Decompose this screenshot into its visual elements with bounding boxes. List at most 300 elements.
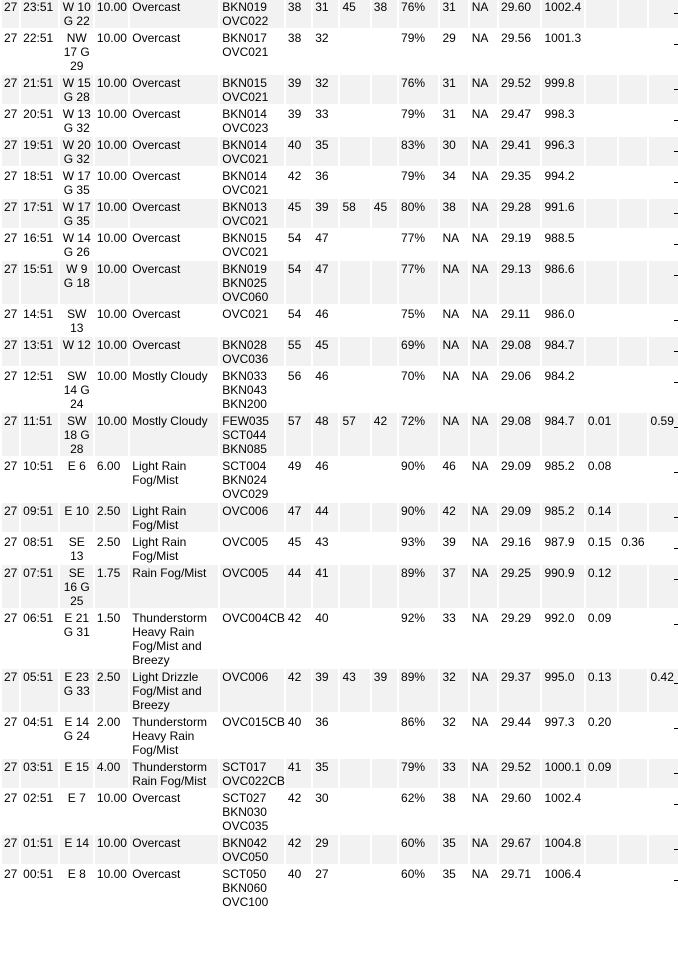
cell-visibility: 2.50 — [95, 534, 128, 563]
cell-precip-1hr — [586, 866, 617, 909]
cell-heat-index: NA — [470, 137, 497, 166]
cell-day: 27 — [2, 714, 19, 757]
cell-visibility: 10.00 — [95, 835, 128, 864]
cell-wind-chill: 35 — [440, 866, 467, 909]
cell-temperature: 39 — [286, 75, 311, 104]
cell-wind-chill: 31 — [440, 106, 467, 135]
cell-wind: W 17 G 35 — [60, 168, 93, 197]
cell-temperature: 38 — [286, 30, 311, 73]
cell-weather: Overcast — [130, 306, 218, 335]
cell-max-6hr: 45 — [340, 0, 369, 28]
cell-dewpoint: 36 — [313, 168, 338, 197]
table-row — [2, 106, 678, 135]
cell-weather: Overcast — [130, 835, 218, 864]
cell-relative-humidity: 89% — [399, 669, 438, 712]
cell-relative-humidity: 86% — [399, 714, 438, 757]
table-row — [2, 137, 678, 166]
cell-dewpoint: 36 — [313, 714, 338, 757]
cell-sky-condition: BKN028 OVC036 — [220, 337, 284, 366]
cell-min-6hr: 45 — [372, 199, 397, 228]
cell-wind: W 14 G 26 — [60, 230, 93, 259]
cell-precip-1hr — [586, 261, 617, 304]
cell-day: 27 — [2, 199, 19, 228]
cell-precip-3hr — [619, 610, 646, 667]
cell-time: 16:51 — [21, 230, 57, 259]
cell-precip-1hr — [586, 230, 617, 259]
cell-heat-index: NA — [470, 261, 497, 304]
cell-sky-condition: BKN013 OVC021 — [220, 199, 284, 228]
cell-altimeter: 29.09 — [499, 458, 540, 501]
cell-min-6hr — [372, 565, 397, 608]
cell-altimeter: 29.37 — [499, 669, 540, 712]
cell-sea-level-pressure: 996.3 — [542, 137, 583, 166]
row-edge-marker — [674, 244, 678, 245]
cell-temperature: 41 — [286, 759, 311, 788]
cell-temperature: 42 — [286, 610, 311, 667]
cell-precip-1hr — [586, 337, 617, 366]
cell-heat-index: NA — [470, 106, 497, 135]
cell-day: 27 — [2, 458, 19, 501]
cell-wind-chill: 38 — [440, 199, 467, 228]
cell-weather: Rain Fog/Mist — [130, 565, 218, 608]
cell-weather: Mostly Cloudy — [130, 368, 218, 411]
cell-wind-chill: 32 — [440, 669, 467, 712]
cell-sea-level-pressure: 984.2 — [542, 368, 583, 411]
table-row — [2, 306, 678, 335]
cell-precip-3hr — [619, 30, 646, 73]
cell-relative-humidity: 72% — [399, 413, 438, 456]
cell-visibility: 10.00 — [95, 866, 128, 909]
cell-max-6hr — [340, 565, 369, 608]
cell-weather: Overcast — [130, 106, 218, 135]
cell-altimeter: 29.56 — [499, 30, 540, 73]
cell-heat-index: NA — [470, 759, 497, 788]
cell-relative-humidity: 79% — [399, 30, 438, 73]
cell-heat-index: NA — [470, 230, 497, 259]
cell-heat-index: NA — [470, 75, 497, 104]
cell-sea-level-pressure: 990.9 — [542, 565, 583, 608]
cell-heat-index: NA — [470, 790, 497, 833]
row-edge-marker — [674, 320, 678, 321]
cell-time: 15:51 — [21, 261, 57, 304]
cell-wind-chill: 42 — [440, 503, 467, 532]
cell-wind-chill: 35 — [440, 835, 467, 864]
cell-temperature: 47 — [286, 503, 311, 532]
cell-precip-1hr: 0.20 — [586, 714, 617, 757]
cell-visibility: 10.00 — [95, 75, 128, 104]
cell-temperature: 56 — [286, 368, 311, 411]
cell-day: 27 — [2, 168, 19, 197]
cell-min-6hr — [372, 30, 397, 73]
cell-day: 27 — [2, 790, 19, 833]
cell-wind: E 10 — [60, 503, 93, 532]
cell-time: 22:51 — [21, 30, 57, 73]
cell-weather: Overcast — [130, 168, 218, 197]
cell-dewpoint: 40 — [313, 610, 338, 667]
cell-max-6hr — [340, 30, 369, 73]
cell-altimeter: 29.08 — [499, 337, 540, 366]
cell-temperature: 44 — [286, 565, 311, 608]
cell-visibility: 2.00 — [95, 714, 128, 757]
cell-time: 03:51 — [21, 759, 57, 788]
cell-sky-condition: OVC021 — [220, 306, 284, 335]
cell-weather: Light Rain Fog/Mist — [130, 503, 218, 532]
cell-max-6hr — [340, 75, 369, 104]
cell-wind-chill: NA — [440, 413, 467, 456]
cell-precip-3hr — [619, 137, 646, 166]
cell-time: 11:51 — [21, 413, 57, 456]
cell-temperature: 54 — [286, 306, 311, 335]
cell-wind: SW 13 — [60, 306, 93, 335]
cell-dewpoint: 43 — [313, 534, 338, 563]
cell-wind: W 12 — [60, 337, 93, 366]
cell-precip-1hr: 0.08 — [586, 458, 617, 501]
cell-precip-6hr — [649, 714, 678, 757]
cell-wind: SE 13 — [60, 534, 93, 563]
table-row — [2, 503, 678, 532]
cell-max-6hr — [340, 261, 369, 304]
cell-precip-3hr — [619, 75, 646, 104]
cell-day: 27 — [2, 368, 19, 411]
cell-precip-6hr: 0.42 — [649, 669, 678, 712]
cell-sea-level-pressure: 984.7 — [542, 337, 583, 366]
cell-sea-level-pressure: 992.0 — [542, 610, 583, 667]
cell-weather: Light Drizzle Fog/Mist and Breezy — [130, 669, 218, 712]
cell-max-6hr — [340, 759, 369, 788]
cell-heat-index: NA — [470, 610, 497, 667]
cell-min-6hr — [372, 866, 397, 909]
cell-precip-3hr — [619, 458, 646, 501]
cell-sky-condition: OVC004CB — [220, 610, 284, 667]
cell-precip-6hr — [649, 835, 678, 864]
cell-max-6hr — [340, 137, 369, 166]
cell-precip-3hr — [619, 261, 646, 304]
cell-max-6hr — [340, 790, 369, 833]
cell-precip-1hr — [586, 835, 617, 864]
cell-dewpoint: 32 — [313, 75, 338, 104]
table-row — [2, 230, 678, 259]
cell-weather: Overcast — [130, 199, 218, 228]
cell-precip-3hr — [619, 413, 646, 456]
cell-max-6hr — [340, 306, 369, 335]
row-edge-marker — [674, 683, 678, 684]
cell-dewpoint: 46 — [313, 368, 338, 411]
cell-max-6hr: 43 — [340, 669, 369, 712]
cell-min-6hr — [372, 137, 397, 166]
cell-time: 09:51 — [21, 503, 57, 532]
cell-altimeter: 29.60 — [499, 790, 540, 833]
cell-day: 27 — [2, 610, 19, 667]
cell-dewpoint: 29 — [313, 835, 338, 864]
cell-precip-3hr — [619, 306, 646, 335]
cell-relative-humidity: 77% — [399, 230, 438, 259]
cell-sky-condition: BKN033 BKN043 BKN200 — [220, 368, 284, 411]
cell-temperature: 40 — [286, 866, 311, 909]
cell-visibility: 2.50 — [95, 503, 128, 532]
cell-precip-6hr — [649, 759, 678, 788]
cell-relative-humidity: 89% — [399, 565, 438, 608]
cell-weather: Thunderstorm Heavy Rain Fog/Mist and Breezy — [130, 610, 218, 667]
cell-weather: Overcast — [130, 230, 218, 259]
cell-heat-index: NA — [470, 835, 497, 864]
cell-min-6hr — [372, 306, 397, 335]
cell-visibility: 10.00 — [95, 306, 128, 335]
cell-sky-condition: BKN019 OVC022 — [220, 0, 284, 28]
cell-dewpoint: 39 — [313, 199, 338, 228]
cell-relative-humidity: 77% — [399, 261, 438, 304]
cell-precip-6hr — [649, 168, 678, 197]
cell-relative-humidity: 93% — [399, 534, 438, 563]
cell-visibility: 10.00 — [95, 230, 128, 259]
cell-max-6hr — [340, 503, 369, 532]
cell-weather: Overcast — [130, 30, 218, 73]
cell-precip-6hr — [649, 75, 678, 104]
cell-time: 21:51 — [21, 75, 57, 104]
cell-relative-humidity: 83% — [399, 137, 438, 166]
cell-time: 00:51 — [21, 866, 57, 909]
cell-wind: E 8 — [60, 866, 93, 909]
cell-heat-index: NA — [470, 565, 497, 608]
cell-dewpoint: 44 — [313, 503, 338, 532]
cell-altimeter: 29.47 — [499, 106, 540, 135]
table-row — [2, 458, 678, 501]
cell-day: 27 — [2, 337, 19, 366]
cell-max-6hr: 57 — [340, 413, 369, 456]
cell-temperature: 40 — [286, 137, 311, 166]
cell-dewpoint: 46 — [313, 306, 338, 335]
cell-day: 27 — [2, 835, 19, 864]
cell-precip-3hr — [619, 790, 646, 833]
cell-temperature: 42 — [286, 790, 311, 833]
cell-precip-3hr — [619, 368, 646, 411]
cell-temperature: 42 — [286, 669, 311, 712]
table-row — [2, 669, 678, 712]
cell-dewpoint: 35 — [313, 137, 338, 166]
cell-sea-level-pressure: 986.0 — [542, 306, 583, 335]
row-edge-marker — [674, 579, 678, 580]
cell-precip-6hr — [649, 306, 678, 335]
cell-precip-1hr: 0.09 — [586, 759, 617, 788]
cell-sky-condition: BKN015 OVC021 — [220, 230, 284, 259]
cell-heat-index: NA — [470, 30, 497, 73]
cell-max-6hr — [340, 835, 369, 864]
cell-precip-1hr: 0.12 — [586, 565, 617, 608]
cell-time: 17:51 — [21, 199, 57, 228]
cell-precip-6hr — [649, 610, 678, 667]
cell-relative-humidity: 75% — [399, 306, 438, 335]
cell-precip-3hr — [619, 565, 646, 608]
cell-weather: Thunderstorm Heavy Rain Fog/Mist — [130, 714, 218, 757]
cell-sky-condition: BKN017 OVC021 — [220, 30, 284, 73]
cell-wind-chill: 46 — [440, 458, 467, 501]
cell-precip-6hr — [649, 866, 678, 909]
cell-precip-1hr — [586, 137, 617, 166]
cell-sky-condition: BKN015 OVC021 — [220, 75, 284, 104]
cell-precip-1hr — [586, 30, 617, 73]
cell-heat-index: NA — [470, 413, 497, 456]
cell-wind-chill: 33 — [440, 759, 467, 788]
cell-wind: E 23 G 33 — [60, 669, 93, 712]
cell-heat-index: NA — [470, 714, 497, 757]
cell-precip-3hr — [619, 199, 646, 228]
cell-sky-condition: BKN042 OVC050 — [220, 835, 284, 864]
cell-relative-humidity: 76% — [399, 0, 438, 28]
cell-wind-chill: 31 — [440, 0, 467, 28]
cell-temperature: 55 — [286, 337, 311, 366]
cell-min-6hr — [372, 75, 397, 104]
cell-day: 27 — [2, 866, 19, 909]
cell-sky-condition: SCT027 BKN030 OVC035 — [220, 790, 284, 833]
cell-time: 06:51 — [21, 610, 57, 667]
cell-temperature: 42 — [286, 168, 311, 197]
cell-relative-humidity: 62% — [399, 790, 438, 833]
cell-precip-3hr — [619, 835, 646, 864]
row-edge-marker — [674, 624, 678, 625]
observations-body — [2, 0, 678, 909]
cell-time: 01:51 — [21, 835, 57, 864]
table-row — [2, 413, 678, 456]
cell-min-6hr — [372, 168, 397, 197]
cell-wind-chill: 34 — [440, 168, 467, 197]
cell-visibility: 10.00 — [95, 199, 128, 228]
cell-sky-condition: BKN014 OVC021 — [220, 168, 284, 197]
cell-temperature: 38 — [286, 0, 311, 28]
cell-weather: Overcast — [130, 137, 218, 166]
cell-time: 12:51 — [21, 368, 57, 411]
cell-relative-humidity: 79% — [399, 106, 438, 135]
table-row — [2, 30, 678, 73]
cell-precip-3hr — [619, 168, 646, 197]
table-row — [2, 866, 678, 909]
cell-time: 05:51 — [21, 669, 57, 712]
cell-relative-humidity: 90% — [399, 503, 438, 532]
cell-sea-level-pressure: 987.9 — [542, 534, 583, 563]
cell-wind: E 6 — [60, 458, 93, 501]
cell-altimeter: 29.29 — [499, 610, 540, 667]
cell-weather: Light Rain Fog/Mist — [130, 458, 218, 501]
table-row — [2, 199, 678, 228]
cell-altimeter: 29.25 — [499, 565, 540, 608]
cell-precip-6hr — [649, 137, 678, 166]
cell-relative-humidity: 60% — [399, 866, 438, 909]
cell-max-6hr — [340, 866, 369, 909]
cell-weather: Overcast — [130, 866, 218, 909]
cell-precip-1hr — [586, 0, 617, 28]
cell-precip-3hr — [619, 0, 646, 28]
cell-heat-index: NA — [470, 0, 497, 28]
cell-heat-index: NA — [470, 168, 497, 197]
cell-wind-chill: 37 — [440, 565, 467, 608]
cell-precip-3hr — [619, 503, 646, 532]
row-edge-marker — [674, 517, 678, 518]
cell-time: 14:51 — [21, 306, 57, 335]
cell-precip-6hr — [649, 368, 678, 411]
cell-day: 27 — [2, 261, 19, 304]
cell-precip-1hr — [586, 199, 617, 228]
cell-wind: W 10 G 22 — [60, 0, 93, 28]
cell-heat-index: NA — [470, 199, 497, 228]
cell-sea-level-pressure: 1006.4 — [542, 866, 583, 909]
cell-day: 27 — [2, 503, 19, 532]
cell-dewpoint: 33 — [313, 106, 338, 135]
cell-max-6hr — [340, 714, 369, 757]
cell-dewpoint: 30 — [313, 790, 338, 833]
table-row — [2, 0, 678, 28]
cell-min-6hr: 42 — [372, 413, 397, 456]
cell-weather: Mostly Cloudy — [130, 413, 218, 456]
cell-relative-humidity: 76% — [399, 75, 438, 104]
cell-min-6hr — [372, 534, 397, 563]
row-edge-marker — [674, 427, 678, 428]
table-row — [2, 75, 678, 104]
cell-dewpoint: 47 — [313, 230, 338, 259]
row-edge-marker — [674, 13, 678, 14]
table-row — [2, 610, 678, 667]
cell-time: 10:51 — [21, 458, 57, 501]
cell-visibility: 1.50 — [95, 610, 128, 667]
cell-wind-chill: 33 — [440, 610, 467, 667]
cell-sky-condition: SCT004 BKN024 OVC029 — [220, 458, 284, 501]
cell-precip-6hr — [649, 230, 678, 259]
cell-precip-3hr — [619, 106, 646, 135]
cell-precip-6hr: 0.59 — [649, 413, 678, 456]
cell-visibility: 10.00 — [95, 168, 128, 197]
cell-wind: E 14 — [60, 835, 93, 864]
cell-max-6hr — [340, 337, 369, 366]
cell-time: 23:51 — [21, 0, 57, 28]
cell-sky-condition: BKN014 OVC021 — [220, 137, 284, 166]
cell-day: 27 — [2, 413, 19, 456]
cell-sea-level-pressure: 1000.1 — [542, 759, 583, 788]
cell-altimeter: 29.16 — [499, 534, 540, 563]
cell-min-6hr — [372, 714, 397, 757]
cell-day: 27 — [2, 534, 19, 563]
table-row — [2, 714, 678, 757]
cell-dewpoint: 39 — [313, 669, 338, 712]
cell-sea-level-pressure: 1004.8 — [542, 835, 583, 864]
cell-heat-index: NA — [470, 368, 497, 411]
cell-altimeter: 29.11 — [499, 306, 540, 335]
cell-max-6hr — [340, 168, 369, 197]
cell-dewpoint: 45 — [313, 337, 338, 366]
cell-weather: Thunderstorm Rain Fog/Mist — [130, 759, 218, 788]
cell-dewpoint: 31 — [313, 0, 338, 28]
cell-sky-condition: OVC006 — [220, 503, 284, 532]
cell-max-6hr — [340, 230, 369, 259]
cell-visibility: 10.00 — [95, 337, 128, 366]
cell-precip-1hr — [586, 168, 617, 197]
cell-visibility: 10.00 — [95, 137, 128, 166]
cell-min-6hr: 39 — [372, 669, 397, 712]
cell-sea-level-pressure: 991.6 — [542, 199, 583, 228]
cell-precip-1hr: 0.13 — [586, 669, 617, 712]
cell-min-6hr — [372, 106, 397, 135]
cell-temperature: 45 — [286, 199, 311, 228]
cell-precip-3hr — [619, 337, 646, 366]
cell-precip-6hr — [649, 790, 678, 833]
cell-wind-chill: 38 — [440, 790, 467, 833]
cell-visibility: 10.00 — [95, 368, 128, 411]
row-edge-marker — [674, 213, 678, 214]
cell-sea-level-pressure: 984.7 — [542, 413, 583, 456]
cell-max-6hr: 58 — [340, 199, 369, 228]
cell-heat-index: NA — [470, 866, 497, 909]
cell-relative-humidity: 92% — [399, 610, 438, 667]
cell-day: 27 — [2, 565, 19, 608]
row-edge-marker — [674, 548, 678, 549]
cell-altimeter: 29.41 — [499, 137, 540, 166]
cell-day: 27 — [2, 30, 19, 73]
